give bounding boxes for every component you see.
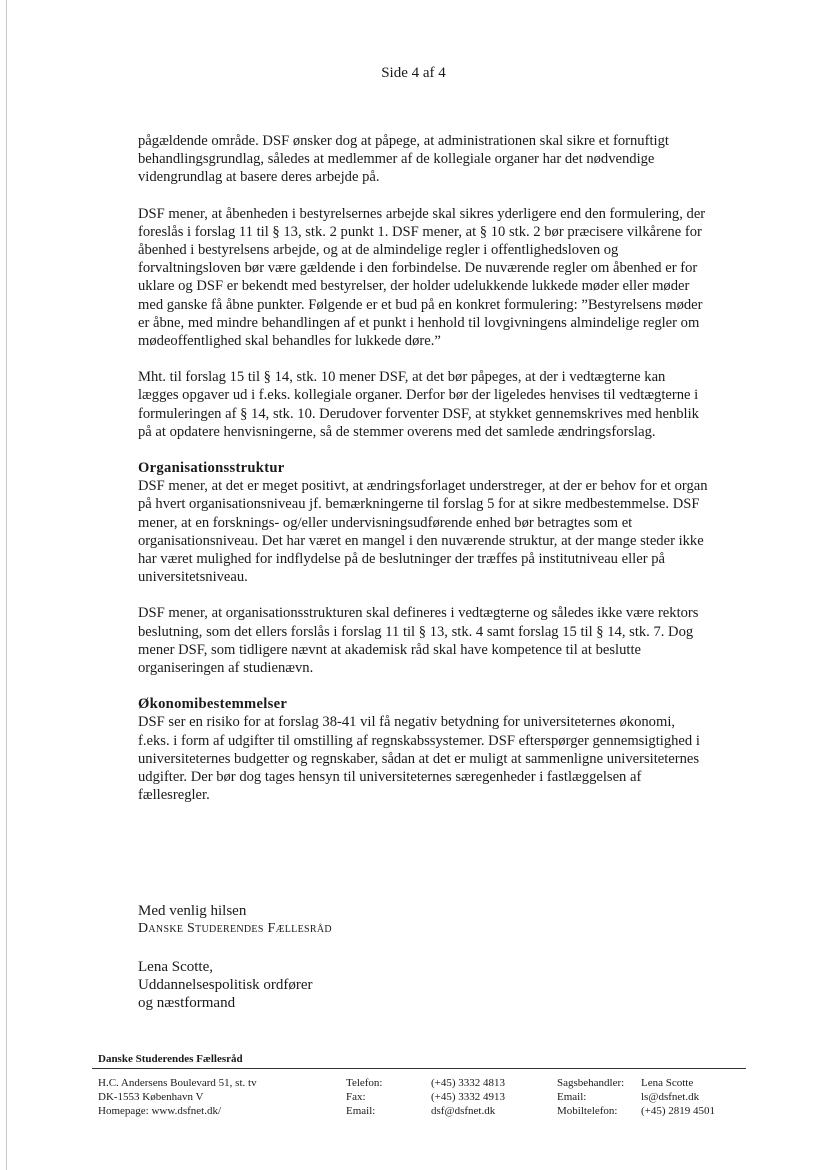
signer-title: og næstformand [138,995,236,1011]
footer-handler-labels [557,1076,624,1118]
email-value: dsf@dsfnet.dk [431,1105,496,1117]
fax-label: Fax: [346,1091,366,1103]
closing: Med venlig hilsen [138,903,247,919]
footer-handler-values [641,1076,715,1118]
signature-org: Danske Studerendes Fællesråd [138,921,332,936]
paragraph: pågældende område. DSF ønsker dog at påpege, at administrationen skal sikre et fornuftigt behandlingsgrundlag, således at medlemmer af de kollegiale organer har det nødvendige videngrundlag at basere deres arbejde på. [138,133,669,186]
address-line: DK-1553 København V [98,1091,204,1103]
email-label: Email: [346,1105,376,1117]
address-line: H.C. Andersens Boulevard 51, st. tv [98,1077,257,1089]
section-heading-organisation: Organisationsstruktur [138,460,285,477]
paragraph: DSF mener, at organisationsstrukturen skal defineres i vedtægterne og således ikke være rektors beslutning, som det ellers forslås i forslag 11 til § 13, stk. 4 samt forslag 15 til § 14, stk. 7. Dog mener DSF, som tidligere nævnt at akademisk råd skal have kompetence til at beslutte organiseringen af studienævn. [138,605,699,677]
handler-email-label: Email: [557,1091,587,1103]
footer-divider [92,1068,746,1069]
phone-value: (+45) 3332 4813 [431,1077,506,1089]
page-number: Side 4 af 4 [381,65,446,81]
phone-label: Telefon: [346,1077,383,1089]
page-edge [6,0,7,1170]
letter-body [138,132,708,823]
signer-name: Lena Scotte, [138,959,213,975]
handler-value: Lena Scotte [641,1077,694,1089]
footer-address [98,1076,257,1118]
mobile-value: (+45) 2819 4501 [641,1105,716,1117]
footer-contact-values [431,1076,505,1118]
footer-contact-labels [346,1076,383,1118]
footer-org: Danske Studerendes Fællesråd [98,1053,243,1065]
signer-title: Uddannelsespolitisk ordfører [138,977,313,993]
fax-value: (+45) 3332 4913 [431,1091,506,1103]
signature-block [138,902,332,1012]
handler-label: Sagsbehandler: [557,1077,625,1089]
handler-email-value: ls@dsfnet.dk [641,1091,700,1103]
homepage: Homepage: www.dsfnet.dk/ [98,1105,222,1117]
paragraph: DSF mener, at det er meget positivt, at ændringsforlaget understreger, at der er behov for et organ på hvert organisationsniveau jf. bemærkningerne til forslag 5 for at sikre medbestemmelse. DSF mener, at en forsknings- og/eller undervisningsudførende enhed bør betragtes som et organisationsniveau. Det har været en mangel i den nuværende struktur, at der mange steder ikke har været mulighed for indflydelse på de beslutninger der træffes på institutniveau eller på universitetsniveau. [138,478,708,586]
paragraph: DSF mener, at åbenheden i bestyrelsernes arbejde skal sikres yderligere end den formulering, der foreslås i forslag 11 til § 13, stk. 2 punkt 1. DSF mener, at § 10 stk. 2 bør præcisere vilkårene for åbenhed i bestyrelsens arbejde, og at de almindelige regler i offentlighedsloven og forvaltningsloven bør være gældende i den forbindelse. De nuværende regler om åbenhed er for uklare og DSF er bekendt med bestyrelser, der holder udelukkende lukkede møder eller møder med ganske få åbne punkter. Følgende er et bud på en konkret formulering: ”Bestyrelsens møder er åbne, med mindre behandlingen af et punkt i henhold til lovgivningens almindelige regler om mødeoffentlighed skal behandles for lukkede døre.” [138,205,706,350]
paragraph: Mht. til forslag 15 til § 14, stk. 10 mener DSF, at det bør påpeges, at der i vedtægterne kan lægges opgaver ud i f.eks. kollegiale organer. Derfor bør der ligeledes henvises til vedtægterne i formuleringen af § 14, stk. 10. Derudover forventer DSF, at stykket gennemskrives med henblik på at opdatere henvisningerne, så de stemmer overens med det samlede ændringsforslag. [138,369,699,440]
paragraph: DSF ser en risiko for at forslag 38-41 vil få negativ betydning for universiteternes økonomi, f.eks. i form af udgifter til omstilling af regnskabssystemer. DSF efterspørger gennemsigtighed i universiteternes budgetter og regnskaber, sådan at det er muligt at sammenligne universiteternes udgifter. Der bør dog tages hensyn til universiteternes særegenheder i fastlæggelsen af fællesregler. [138,714,700,804]
mobile-label: Mobiltelefon: [557,1105,618,1117]
section-heading-economy: Økonomibestemmelser [138,696,288,713]
